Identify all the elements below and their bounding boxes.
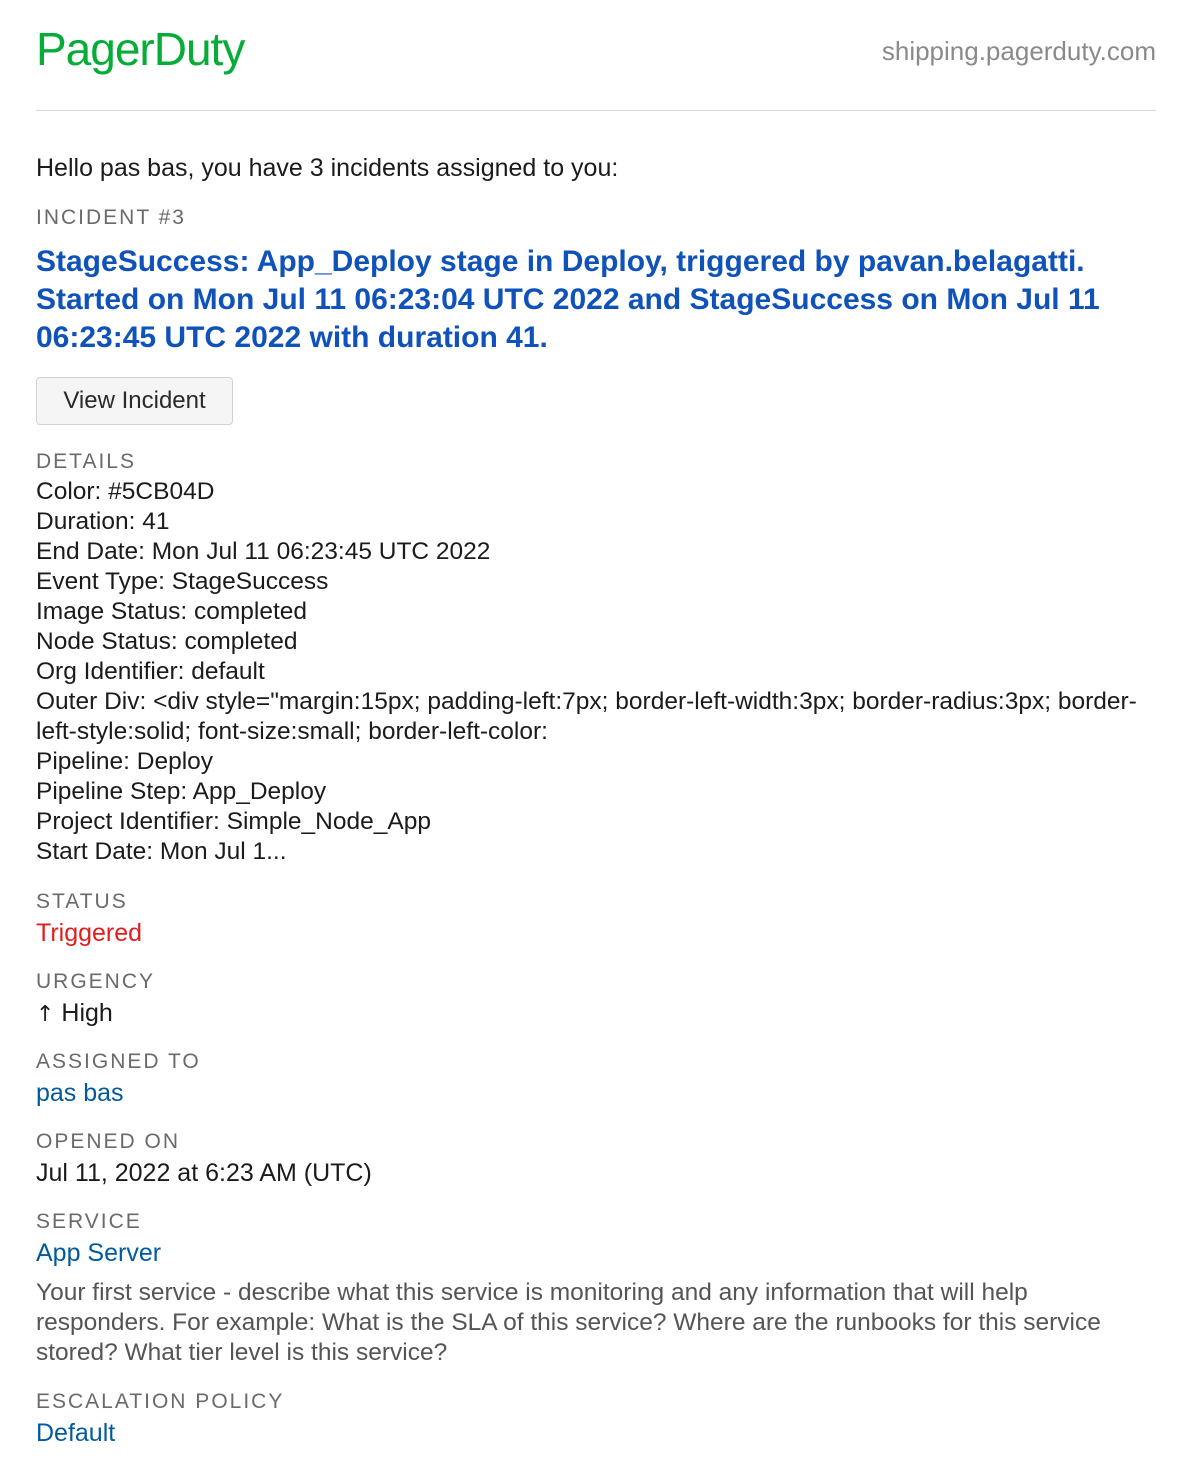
status-section: [36, 890, 1151, 948]
account-domain: shipping.pagerduty.com: [881, 36, 1156, 66]
detail-start-date: Start Date: Mon Jul 1...: [36, 838, 287, 865]
incident-title-link[interactable]: StageSuccess: App_Deploy stage in Deploy, triggered by pavan.belagatti. Started on Mon Jul 11 06:23:04 UTC 2022 and StageSuccess on Mon Jul 11 06:23:45 UTC 2022 with duration 41.: [36, 245, 1100, 354]
view-incident-button[interactable]: View Incident: [36, 377, 233, 425]
detail-end-date: End Date: Mon Jul 11 06:23:45 UTC 2022: [36, 538, 491, 565]
opened-on-label: OPENED ON: [36, 1130, 181, 1153]
arrow-up-icon: ↑: [36, 1002, 55, 1027]
detail-image-status: Image Status: completed: [36, 598, 308, 625]
assigned-section: [36, 1050, 1151, 1108]
detail-event-type: Event Type: StageSuccess: [36, 568, 329, 595]
escalation-policy-label: ESCALATION POLICY: [36, 1390, 285, 1413]
detail-org-identifier: Org Identifier: default: [36, 658, 265, 685]
detail-node-status: Node Status: completed: [36, 628, 298, 655]
incident-details: [36, 477, 1151, 867]
detail-pipeline: Pipeline: Deploy: [36, 748, 214, 775]
email-header: [36, 0, 1156, 111]
service-label: SERVICE: [36, 1210, 142, 1233]
opened-on-value: Jul 11, 2022 at 6:23 AM (UTC): [36, 1159, 372, 1187]
greeting-text: Hello pas bas, you have 3 incidents assigned to you:: [36, 154, 619, 182]
service-section: [36, 1210, 1151, 1368]
urgency-label: URGENCY: [36, 970, 156, 993]
details-label: DETAILS: [36, 450, 136, 473]
service-description: Your first service - describe what this service is monitoring and any information that will help responders. For example: What is the SLA of this service? Where are the runbooks for this service stored? What tier level is this service?: [36, 1279, 1101, 1366]
email-container: [36, 0, 1156, 1447]
escalation-section: [36, 1390, 1151, 1448]
detail-project-identifier: Project Identifier: Simple_Node_App: [36, 808, 431, 835]
assigned-to-label: ASSIGNED TO: [36, 1050, 201, 1073]
incident-number-label: INCIDENT #3: [36, 206, 186, 229]
urgency-section: [36, 970, 1151, 1030]
pagerduty-logo[interactable]: PagerDuty: [36, 23, 245, 75]
opened-section: [36, 1130, 1151, 1188]
detail-pipeline-step: Pipeline Step: App_Deploy: [36, 778, 327, 805]
assignee-link[interactable]: pas bas: [36, 1079, 124, 1107]
status-value: Triggered: [36, 919, 143, 947]
status-label: STATUS: [36, 890, 128, 913]
urgency-value-row: [36, 998, 1151, 1030]
escalation-policy-link[interactable]: Default: [36, 1419, 116, 1447]
detail-duration: Duration: 41: [36, 508, 170, 535]
service-link[interactable]: App Server: [36, 1239, 162, 1267]
detail-color: Color: #5CB04D: [36, 478, 215, 505]
urgency-value: High: [61, 999, 113, 1027]
detail-outer-div: Outer Div: <div style="margin:15px; padding-left:7px; border-left-width:3px; border-radius:3px; border-left-style:solid; font-size:small; border-left-color:: [36, 688, 1137, 745]
